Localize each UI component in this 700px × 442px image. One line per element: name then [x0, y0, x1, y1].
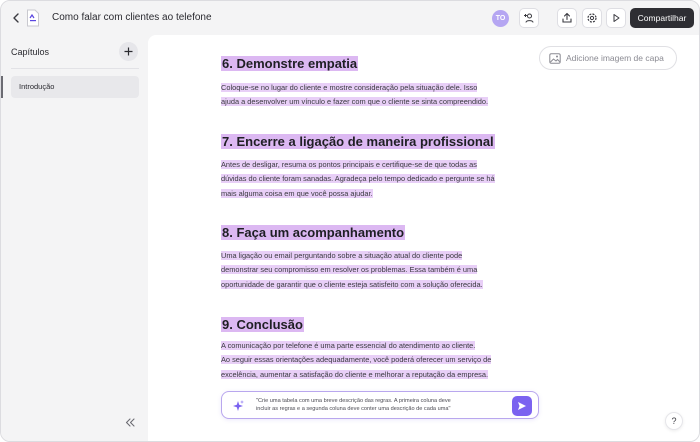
heading-text: 8. Faça um acompanhamento — [222, 225, 405, 240]
export-button[interactable] — [557, 8, 577, 28]
paragraph-line: Antes de desligar, resuma os pontos principais e certifique-se de que todas as — [221, 160, 477, 169]
paragraph-line: A comunicação por telefone é uma parte essencial do atendimento ao cliente. — [221, 341, 476, 350]
paragraph-line: demonstrar seu compromisso em resolver os problemas. Essa também é uma — [221, 265, 478, 275]
paragraph-line: Ao seguir essas orientações adequadamente, você poderá oferecer um serviço de — [221, 355, 492, 365]
prompt-line: "Crie uma tabela com uma breve descrição das regras. A primeira coluna deve — [256, 398, 451, 404]
sparkle-icon — [231, 399, 245, 413]
sidebar-title: Capítulos — [11, 47, 50, 57]
sidebar-divider — [11, 68, 139, 69]
double-chevron-left-icon — [125, 418, 135, 427]
paragraph-line: ajuda a desenvolver um vínculo e fazer com que o cliente se sinta compreendido. — [221, 97, 489, 107]
paragraph-line: Uma ligação ou email perguntando sobre a situação atual do cliente pode — [221, 251, 463, 260]
section-heading[interactable] — [221, 134, 495, 149]
chevron-left-icon — [12, 13, 20, 23]
top-bar — [1, 1, 700, 35]
add-chapter-button[interactable] — [119, 42, 138, 61]
section-heading[interactable] — [221, 317, 304, 332]
heading-text: 6. Demonstre empatia — [222, 56, 358, 71]
paragraph-line: excelência, aumentar a satisfação do cliente e melhorar a reputação da empresa. — [221, 369, 489, 379]
gear-icon — [586, 12, 598, 24]
section-heading[interactable] — [221, 56, 358, 71]
section-paragraph[interactable] — [221, 249, 543, 292]
chapters-sidebar — [1, 35, 148, 442]
editor-canvas — [148, 35, 700, 442]
cover-label: Adicione imagem de capa — [566, 53, 664, 63]
help-button[interactable]: ? — [665, 412, 683, 430]
paragraph-line: Coloque-se no lugar do cliente e mostre consideração pela situação dele. Isso — [221, 83, 478, 92]
section-paragraph[interactable] — [221, 158, 543, 201]
play-icon — [611, 13, 621, 23]
heading-text: 7. Encerre a ligação de maneira profissional — [222, 134, 494, 149]
upload-icon — [561, 12, 573, 24]
send-icon — [517, 401, 527, 411]
back-button[interactable] — [9, 10, 23, 26]
settings-button[interactable] — [582, 8, 602, 28]
plus-icon — [124, 47, 133, 56]
paragraph-line: oportunidade de garantir que o cliente esteja satisfeito com a solução oferecida. — [221, 279, 483, 289]
share-button[interactable]: Compartilhar — [630, 8, 694, 28]
user-avatar[interactable]: TO — [492, 10, 509, 27]
document-title: Como falar com clientes ao telefone — [52, 12, 212, 23]
add-user-icon — [523, 12, 535, 24]
section-heading[interactable] — [221, 225, 405, 240]
sidebar-item-label: Introdução — [19, 82, 55, 91]
add-cover-image-button[interactable] — [539, 46, 677, 70]
section-paragraph[interactable] — [221, 81, 543, 110]
ai-prompt-input[interactable] — [221, 391, 539, 419]
section-paragraph[interactable] — [221, 339, 543, 382]
paragraph-line: mais alguma coisa em que você possa ajudar. — [221, 188, 373, 198]
prompt-line: incluir as regras e a segunda coluna deve conter uma descrição de cada uma" — [256, 406, 451, 412]
collapse-sidebar-button[interactable] — [123, 415, 137, 429]
sidebar-item-introducao[interactable] — [11, 76, 139, 98]
document-icon — [26, 9, 40, 27]
heading-text: 9. Conclusão — [222, 317, 303, 332]
send-button[interactable] — [512, 396, 532, 416]
prompt-text — [256, 397, 501, 413]
add-collaborator-button[interactable] — [519, 8, 539, 28]
present-button[interactable] — [606, 8, 626, 28]
active-indicator — [1, 76, 3, 98]
image-icon — [549, 53, 561, 64]
paragraph-line: dúvidas do cliente foram sanadas. Agradeça pelo tempo dedicado e pergunte se há — [221, 174, 495, 184]
